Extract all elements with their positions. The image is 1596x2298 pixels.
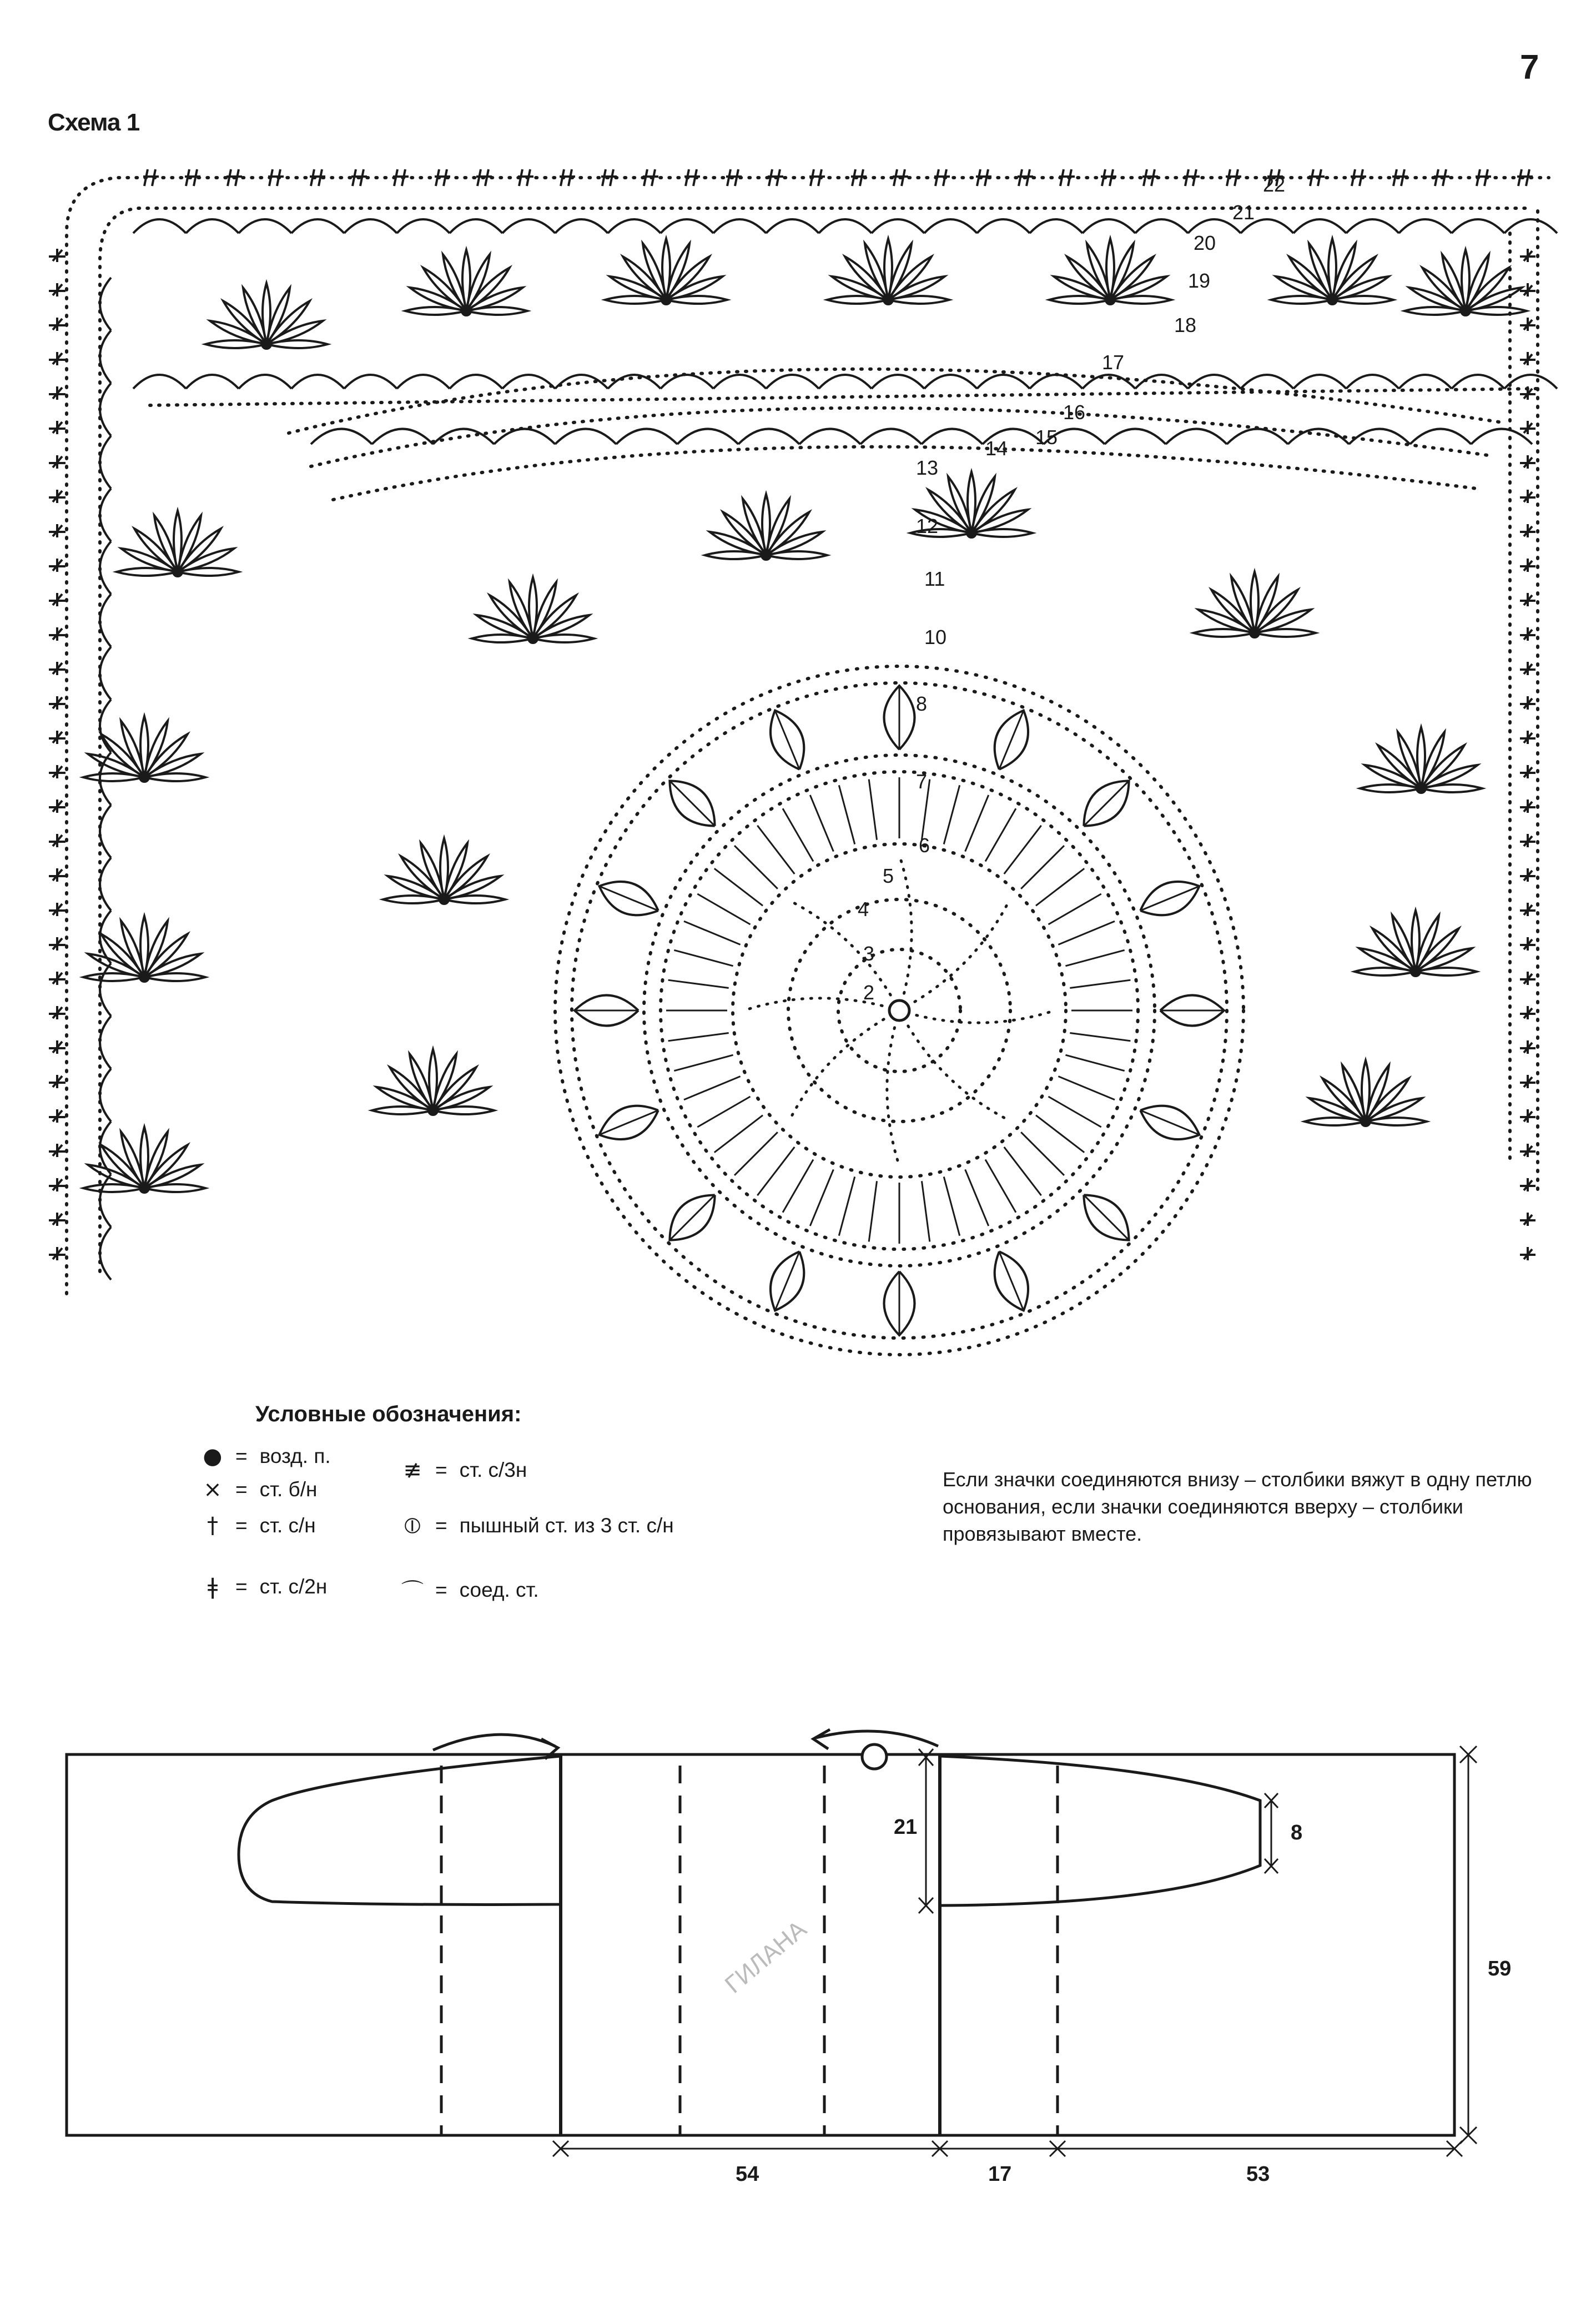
cross-icon: × [203,1477,222,1502]
legend-text: пышный ст. из 3 ст. с/н [459,1514,674,1537]
row-number: 14 [985,437,1008,460]
dimension-8: 8 [1291,1821,1303,1844]
dimension-59: 59 [1488,1957,1512,1980]
row-number: 6 [919,834,930,857]
row-number: 10 [924,626,947,648]
row-number: 3 [863,942,875,965]
row-number: 12 [916,515,939,537]
row-number: 2 [863,981,875,1004]
row-number: 8 [916,692,928,715]
legend-equals: = [235,1514,248,1537]
legend-title: Условные обозначения: [255,1402,522,1426]
row-number: 16 [1063,401,1086,424]
legend-text: возд. п. [259,1445,331,1467]
right-armhole [940,1756,1260,1905]
legend-equals: = [235,1445,248,1467]
legend-text: соед. ст. [459,1578,539,1601]
legend-equals: = [435,1459,447,1481]
dot-icon: ● [203,1444,223,1469]
dimension-21: 21 [894,1816,918,1839]
row-number: 13 [916,456,939,479]
dimension-54: 54 [736,2163,759,2186]
row-number: 20 [1194,232,1216,254]
row-number: 17 [1102,351,1125,374]
row-number: 15 [1035,426,1058,449]
legend-equals: = [235,1478,248,1501]
legend-equals: = [435,1578,447,1601]
note-text: Если значки соединяются внизу – столбики вяжут в одну петлю основания, если значки соединяются вверху – столбики провязывают вместе. [943,1468,1532,1545]
dc-icon: † [207,1513,218,1538]
left-armhole [239,1756,561,1904]
legend-text: ст. с/2н [259,1575,328,1598]
row-number: 18 [1174,314,1197,336]
legend-equals: = [435,1514,447,1537]
legend-equals: = [235,1575,248,1598]
legend-text: ст. с/н [259,1514,316,1537]
puff-icon: ⦶ [404,1513,421,1538]
watermark: ГИЛАНА [719,1915,812,1999]
button-circle [862,1744,887,1769]
row-number: 5 [883,864,894,887]
row-number: 11 [924,567,945,590]
dimension-17: 17 [988,2163,1012,2186]
legend-text: ст. с/3н [459,1459,527,1481]
legend-text: ст. б/н [259,1478,318,1501]
row-number: 7 [916,770,928,793]
row-number: 22 [1263,173,1286,196]
slip-icon: ⌒ [401,1579,424,1605]
scheme-title: Схема 1 [48,109,140,136]
page-number: 7 [1520,48,1539,87]
row-number: 19 [1188,269,1211,292]
row-number: 4 [858,898,869,921]
row-number: 21 [1232,201,1255,224]
tr-icon: ǂ [207,1574,218,1600]
dimension-53: 53 [1246,2163,1270,2186]
dtr-icon: ≢ [403,1457,422,1483]
